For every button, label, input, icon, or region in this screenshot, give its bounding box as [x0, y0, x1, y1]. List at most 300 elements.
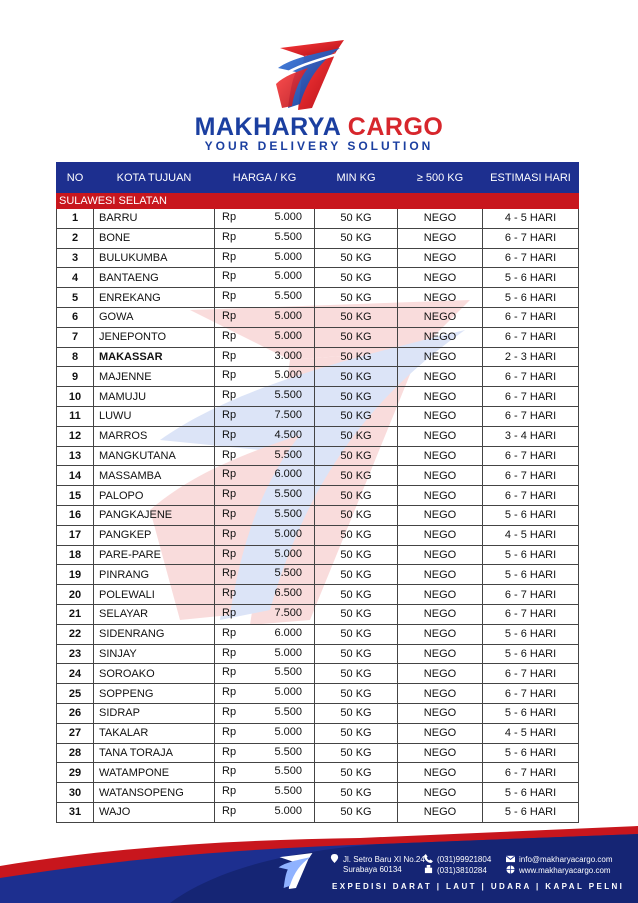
- price-value: 5.000: [274, 309, 302, 322]
- currency-label: Rp: [222, 547, 237, 560]
- min-kg: 50 KG: [315, 307, 398, 327]
- table-row: [57, 426, 579, 446]
- estimated-days: 6 - 7 HARI: [483, 604, 579, 624]
- row-number: 21: [57, 604, 94, 624]
- footer-address: [330, 854, 425, 875]
- estimated-days: 6 - 7 HARI: [483, 486, 579, 506]
- destination-city: ENREKANG: [94, 288, 215, 308]
- price-value: 5.000: [274, 250, 302, 263]
- price-value: 4.500: [274, 428, 302, 441]
- table-row: [57, 466, 579, 486]
- price-per-kg: [215, 565, 315, 585]
- destination-city: PANGKAJENE: [94, 505, 215, 525]
- over-500kg-price: NEGO: [398, 505, 483, 525]
- min-kg: 50 KG: [315, 703, 398, 723]
- price-value: 5.000: [274, 270, 302, 283]
- destination-city: BANTAENG: [94, 268, 215, 288]
- over-500kg-price: NEGO: [398, 585, 483, 605]
- estimated-days: 5 - 6 HARI: [483, 505, 579, 525]
- table-row: [57, 347, 579, 367]
- price-per-kg: [215, 446, 315, 466]
- over-500kg-price: NEGO: [398, 248, 483, 268]
- currency-label: Rp: [222, 587, 237, 600]
- row-number: 7: [57, 327, 94, 347]
- row-number: 6: [57, 307, 94, 327]
- currency-label: Rp: [222, 290, 237, 303]
- phone-icon: [424, 854, 433, 863]
- estimated-days: 6 - 7 HARI: [483, 763, 579, 783]
- over-500kg-price: NEGO: [398, 387, 483, 407]
- price-per-kg: [215, 802, 315, 822]
- price-per-kg: [215, 743, 315, 763]
- price-per-kg: [215, 209, 315, 229]
- min-kg: 50 KG: [315, 644, 398, 664]
- currency-label: Rp: [222, 785, 237, 798]
- destination-city: PANGKEP: [94, 525, 215, 545]
- footer-contacts: [506, 854, 613, 876]
- estimated-days: 6 - 7 HARI: [483, 664, 579, 684]
- price-per-kg: [215, 545, 315, 565]
- brand-tagline: YOUR DELIVERY SOLUTION: [204, 139, 434, 153]
- currency-label: Rp: [222, 329, 237, 342]
- over-500kg-price: NEGO: [398, 525, 483, 545]
- table-row: [57, 367, 579, 387]
- col-header-harga: HARGA / KG: [215, 163, 315, 193]
- brand-name: [0, 114, 638, 140]
- row-number: 31: [57, 802, 94, 822]
- brand-name-part2: CARGO: [347, 113, 444, 141]
- currency-label: Rp: [222, 507, 237, 520]
- destination-city: BONE: [94, 228, 215, 248]
- estimated-days: 5 - 6 HARI: [483, 802, 579, 822]
- row-number: 12: [57, 426, 94, 446]
- row-number: 2: [57, 228, 94, 248]
- row-number: 5: [57, 288, 94, 308]
- table-row: [57, 802, 579, 822]
- destination-city: MASSAMBA: [94, 466, 215, 486]
- destination-city: SOROAKO: [94, 664, 215, 684]
- over-500kg-price: NEGO: [398, 723, 483, 743]
- price-per-kg: [215, 367, 315, 387]
- price-per-kg: [215, 505, 315, 525]
- brand-name-part1: MAKHARYA: [194, 113, 341, 141]
- destination-city: MAKASSAR: [94, 347, 215, 367]
- website-url: www.makharyacargo.com: [519, 866, 611, 875]
- price-per-kg: [215, 644, 315, 664]
- over-500kg-price: NEGO: [398, 347, 483, 367]
- min-kg: 50 KG: [315, 723, 398, 743]
- section-row: [57, 193, 579, 209]
- row-number: 1: [57, 209, 94, 229]
- table-row: [57, 565, 579, 585]
- destination-city: LUWU: [94, 406, 215, 426]
- price-value: 5.500: [274, 290, 302, 303]
- over-500kg-price: NEGO: [398, 426, 483, 446]
- table-row: [57, 763, 579, 783]
- price-value: 5.500: [274, 230, 302, 243]
- price-value: 6.000: [274, 626, 302, 639]
- currency-label: Rp: [222, 349, 237, 362]
- phone-number-2: (031)3810284: [437, 866, 487, 875]
- footer-phones: [424, 854, 491, 876]
- over-500kg-price: NEGO: [398, 783, 483, 803]
- min-kg: 50 KG: [315, 228, 398, 248]
- address-line1: Jl. Setro Baru XI No.24: [343, 855, 425, 864]
- price-per-kg: [215, 248, 315, 268]
- row-number: 3: [57, 248, 94, 268]
- table-row: [57, 307, 579, 327]
- currency-label: Rp: [222, 765, 237, 778]
- over-500kg-price: NEGO: [398, 743, 483, 763]
- over-500kg-price: NEGO: [398, 703, 483, 723]
- currency-label: Rp: [222, 309, 237, 322]
- table-row: [57, 209, 579, 229]
- price-per-kg: [215, 604, 315, 624]
- section-label: SULAWESI SELATAN: [57, 193, 579, 209]
- estimated-days: 4 - 5 HARI: [483, 209, 579, 229]
- table-row: [57, 387, 579, 407]
- header-logo: [0, 0, 638, 158]
- table-row: [57, 783, 579, 803]
- row-number: 23: [57, 644, 94, 664]
- min-kg: 50 KG: [315, 486, 398, 506]
- estimated-days: 4 - 5 HARI: [483, 525, 579, 545]
- over-500kg-price: NEGO: [398, 545, 483, 565]
- over-500kg-price: NEGO: [398, 367, 483, 387]
- over-500kg-price: NEGO: [398, 763, 483, 783]
- currency-label: Rp: [222, 567, 237, 580]
- price-per-kg: [215, 684, 315, 704]
- estimated-days: 5 - 6 HARI: [483, 288, 579, 308]
- table-row: [57, 505, 579, 525]
- price-value: 5.000: [274, 329, 302, 342]
- email-address: info@makharyacargo.com: [519, 855, 613, 864]
- destination-city: TANA TORAJA: [94, 743, 215, 763]
- min-kg: 50 KG: [315, 565, 398, 585]
- price-value: 5.500: [274, 705, 302, 718]
- currency-label: Rp: [222, 230, 237, 243]
- email-icon: [506, 854, 515, 863]
- price-value: 5.000: [274, 369, 302, 382]
- min-kg: 50 KG: [315, 268, 398, 288]
- location-icon: [330, 854, 339, 863]
- row-number: 15: [57, 486, 94, 506]
- destination-city: SELAYAR: [94, 604, 215, 624]
- over-500kg-price: NEGO: [398, 644, 483, 664]
- price-value: 7.500: [274, 606, 302, 619]
- estimated-days: 2 - 3 HARI: [483, 347, 579, 367]
- table-row: [57, 624, 579, 644]
- currency-label: Rp: [222, 705, 237, 718]
- over-500kg-price: NEGO: [398, 446, 483, 466]
- price-value: 5.000: [274, 725, 302, 738]
- estimated-days: 5 - 6 HARI: [483, 545, 579, 565]
- over-500kg-price: NEGO: [398, 288, 483, 308]
- row-number: 11: [57, 406, 94, 426]
- min-kg: 50 KG: [315, 604, 398, 624]
- row-number: 26: [57, 703, 94, 723]
- estimated-days: 6 - 7 HARI: [483, 327, 579, 347]
- table-row: [57, 664, 579, 684]
- row-number: 17: [57, 525, 94, 545]
- destination-city: PARE-PARE: [94, 545, 215, 565]
- min-kg: 50 KG: [315, 406, 398, 426]
- over-500kg-price: NEGO: [398, 307, 483, 327]
- table-row: [57, 684, 579, 704]
- row-number: 9: [57, 367, 94, 387]
- table-row: [57, 723, 579, 743]
- col-header-estimasi: ESTIMASI HARI: [483, 163, 579, 193]
- estimated-days: 5 - 6 HARI: [483, 565, 579, 585]
- min-kg: 50 KG: [315, 525, 398, 545]
- destination-city: MAJENNE: [94, 367, 215, 387]
- estimated-days: 6 - 7 HARI: [483, 248, 579, 268]
- estimated-days: 5 - 6 HARI: [483, 783, 579, 803]
- price-value: 5.500: [274, 448, 302, 461]
- table-row: [57, 743, 579, 763]
- estimated-days: 5 - 6 HARI: [483, 743, 579, 763]
- estimated-days: 6 - 7 HARI: [483, 367, 579, 387]
- price-value: 5.500: [274, 507, 302, 520]
- price-value: 5.500: [274, 765, 302, 778]
- currency-label: Rp: [222, 211, 237, 223]
- price-per-kg: [215, 307, 315, 327]
- col-header-kota: KOTA TUJUAN: [94, 163, 215, 193]
- table-row: [57, 604, 579, 624]
- row-number: 29: [57, 763, 94, 783]
- over-500kg-price: NEGO: [398, 684, 483, 704]
- address-line2: Surabaya 60134: [343, 865, 402, 874]
- currency-label: Rp: [222, 448, 237, 461]
- price-value: 5.000: [274, 646, 302, 659]
- currency-label: Rp: [222, 745, 237, 758]
- currency-label: Rp: [222, 369, 237, 382]
- estimated-days: 6 - 7 HARI: [483, 585, 579, 605]
- min-kg: 50 KG: [315, 684, 398, 704]
- globe-icon: [506, 865, 515, 874]
- price-per-kg: [215, 664, 315, 684]
- destination-city: PINRANG: [94, 565, 215, 585]
- estimated-days: 6 - 7 HARI: [483, 406, 579, 426]
- price-per-kg: [215, 763, 315, 783]
- table-row: [57, 248, 579, 268]
- destination-city: WATAMPONE: [94, 763, 215, 783]
- currency-label: Rp: [222, 428, 237, 441]
- min-kg: 50 KG: [315, 426, 398, 446]
- over-500kg-price: NEGO: [398, 802, 483, 822]
- table-row: [57, 446, 579, 466]
- currency-label: Rp: [222, 270, 237, 283]
- fax-icon: [424, 865, 433, 874]
- price-value: 6.500: [274, 587, 302, 600]
- over-500kg-price: NEGO: [398, 486, 483, 506]
- row-number: 30: [57, 783, 94, 803]
- estimated-days: 5 - 6 HARI: [483, 703, 579, 723]
- price-per-kg: [215, 347, 315, 367]
- currency-label: Rp: [222, 666, 237, 679]
- over-500kg-price: NEGO: [398, 228, 483, 248]
- makharya-logo-icon: [274, 38, 350, 112]
- price-table: [56, 162, 579, 823]
- destination-city: MAMUJU: [94, 387, 215, 407]
- row-number: 14: [57, 466, 94, 486]
- price-value: 5.500: [274, 666, 302, 679]
- row-number: 20: [57, 585, 94, 605]
- currency-label: Rp: [222, 804, 237, 817]
- currency-label: Rp: [222, 250, 237, 263]
- price-value: 5.000: [274, 527, 302, 540]
- row-number: 19: [57, 565, 94, 585]
- over-500kg-price: NEGO: [398, 268, 483, 288]
- min-kg: 50 KG: [315, 783, 398, 803]
- currency-label: Rp: [222, 646, 237, 659]
- min-kg: 50 KG: [315, 209, 398, 229]
- price-value: 7.500: [274, 408, 302, 421]
- table-row: [57, 327, 579, 347]
- currency-label: Rp: [222, 408, 237, 421]
- row-number: 13: [57, 446, 94, 466]
- footer-logo-icon: [276, 852, 316, 890]
- over-500kg-price: NEGO: [398, 565, 483, 585]
- destination-city: MANGKUTANA: [94, 446, 215, 466]
- destination-city: JENEPONTO: [94, 327, 215, 347]
- destination-city: BARRU: [94, 209, 215, 229]
- currency-label: Rp: [222, 527, 237, 540]
- destination-city: PALOPO: [94, 486, 215, 506]
- min-kg: 50 KG: [315, 545, 398, 565]
- destination-city: SIDRAP: [94, 703, 215, 723]
- row-number: 16: [57, 505, 94, 525]
- min-kg: 50 KG: [315, 466, 398, 486]
- destination-city: MARROS: [94, 426, 215, 446]
- estimated-days: 6 - 7 HARI: [483, 307, 579, 327]
- price-per-kg: [215, 288, 315, 308]
- over-500kg-price: NEGO: [398, 604, 483, 624]
- estimated-days: 6 - 7 HARI: [483, 446, 579, 466]
- destination-city: TAKALAR: [94, 723, 215, 743]
- table-row: [57, 228, 579, 248]
- estimated-days: 5 - 6 HARI: [483, 624, 579, 644]
- row-number: 25: [57, 684, 94, 704]
- min-kg: 50 KG: [315, 743, 398, 763]
- estimated-days: 6 - 7 HARI: [483, 466, 579, 486]
- min-kg: 50 KG: [315, 585, 398, 605]
- destination-city: SOPPENG: [94, 684, 215, 704]
- destination-city: GOWA: [94, 307, 215, 327]
- table-header-row: [57, 163, 579, 193]
- footer-slogan: EXPEDISI DARAT | LAUT | UDARA | KAPAL PELNI: [332, 882, 625, 891]
- currency-label: Rp: [222, 488, 237, 501]
- price-per-kg: [215, 406, 315, 426]
- min-kg: 50 KG: [315, 664, 398, 684]
- over-500kg-price: NEGO: [398, 209, 483, 229]
- min-kg: 50 KG: [315, 347, 398, 367]
- table-row: [57, 288, 579, 308]
- table-row: [57, 486, 579, 506]
- min-kg: 50 KG: [315, 446, 398, 466]
- price-per-kg: [215, 426, 315, 446]
- over-500kg-price: NEGO: [398, 466, 483, 486]
- row-number: 22: [57, 624, 94, 644]
- currency-label: Rp: [222, 725, 237, 738]
- price-value: 6.000: [274, 468, 302, 481]
- destination-city: WATANSOPENG: [94, 783, 215, 803]
- table-row: [57, 268, 579, 288]
- price-value: 3.000: [274, 349, 302, 362]
- price-value: 5.500: [274, 488, 302, 501]
- price-value: 5.500: [274, 785, 302, 798]
- table-row: [57, 585, 579, 605]
- row-number: 4: [57, 268, 94, 288]
- col-header-over500: ≥ 500 KG: [398, 163, 483, 193]
- col-header-no: NO: [57, 163, 94, 193]
- price-per-kg: [215, 703, 315, 723]
- row-number: 28: [57, 743, 94, 763]
- min-kg: 50 KG: [315, 624, 398, 644]
- price-per-kg: [215, 525, 315, 545]
- price-value: 5.500: [274, 567, 302, 580]
- price-value: 5.000: [274, 547, 302, 560]
- min-kg: 50 KG: [315, 763, 398, 783]
- price-per-kg: [215, 486, 315, 506]
- min-kg: 50 KG: [315, 288, 398, 308]
- destination-city: POLEWALI: [94, 585, 215, 605]
- estimated-days: 5 - 6 HARI: [483, 644, 579, 664]
- estimated-days: 4 - 5 HARI: [483, 723, 579, 743]
- price-per-kg: [215, 327, 315, 347]
- price-per-kg: [215, 228, 315, 248]
- price-value: 5.500: [274, 745, 302, 758]
- min-kg: 50 KG: [315, 367, 398, 387]
- row-number: 24: [57, 664, 94, 684]
- currency-label: Rp: [222, 606, 237, 619]
- destination-city: WAJO: [94, 802, 215, 822]
- currency-label: Rp: [222, 468, 237, 481]
- price-per-kg: [215, 723, 315, 743]
- footer: [0, 826, 638, 903]
- row-number: 18: [57, 545, 94, 565]
- price-per-kg: [215, 466, 315, 486]
- over-500kg-price: NEGO: [398, 664, 483, 684]
- currency-label: Rp: [222, 686, 237, 699]
- price-per-kg: [215, 387, 315, 407]
- estimated-days: 6 - 7 HARI: [483, 387, 579, 407]
- row-number: 10: [57, 387, 94, 407]
- destination-city: BULUKUMBA: [94, 248, 215, 268]
- estimated-days: 6 - 7 HARI: [483, 228, 579, 248]
- price-value: 5.500: [274, 389, 302, 402]
- estimated-days: 3 - 4 HARI: [483, 426, 579, 446]
- table-row: [57, 525, 579, 545]
- estimated-days: 6 - 7 HARI: [483, 684, 579, 704]
- row-number: 27: [57, 723, 94, 743]
- row-number: 8: [57, 347, 94, 367]
- currency-label: Rp: [222, 626, 237, 639]
- col-header-min: MIN KG: [315, 163, 398, 193]
- min-kg: 50 KG: [315, 248, 398, 268]
- destination-city: SIDENRANG: [94, 624, 215, 644]
- min-kg: 50 KG: [315, 505, 398, 525]
- table-row: [57, 545, 579, 565]
- min-kg: 50 KG: [315, 327, 398, 347]
- price-per-kg: [215, 783, 315, 803]
- price-value: 5.000: [274, 804, 302, 817]
- estimated-days: 5 - 6 HARI: [483, 268, 579, 288]
- over-500kg-price: NEGO: [398, 327, 483, 347]
- table-row: [57, 703, 579, 723]
- destination-city: SINJAY: [94, 644, 215, 664]
- price-per-kg: [215, 268, 315, 288]
